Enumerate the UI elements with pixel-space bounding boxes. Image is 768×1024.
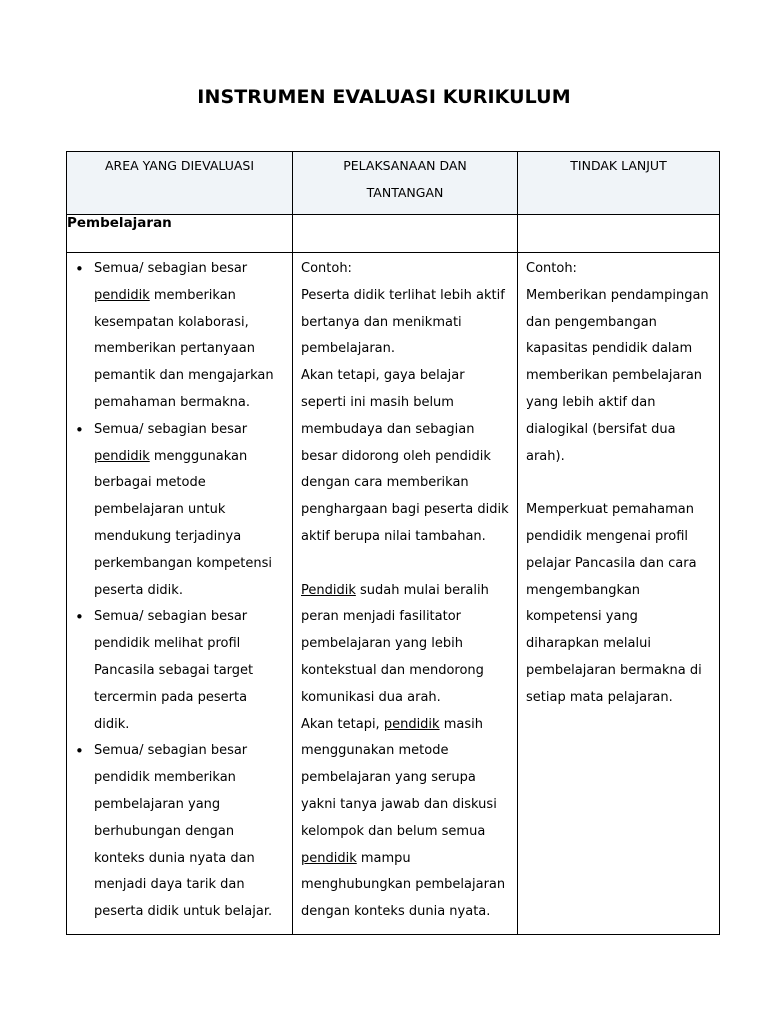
header-tindak-lanjut: TINDAK LANJUT	[518, 152, 720, 215]
tindak-lanjut-cell	[518, 253, 720, 935]
header-pelaksanaan: PELAKSANAAN DAN TANTANGAN	[293, 152, 518, 215]
area-list-item: • Semua/ sebagian besar pendidik memberikan kesempatan kolaborasi, memberikan pertanyaan pemantik dan mengajarkan pemahaman bermakna.	[75, 256, 284, 417]
area-list-item: • Semua/ sebagian besar pendidik memberikan pembelajaran yang berhubungan dengan konteks dunia nyata dan menjadi daya tarik dan peserta didik untuk belajar.	[75, 738, 284, 926]
area-list	[75, 256, 284, 926]
pelaksanaan-label: Contoh:	[301, 261, 352, 276]
area-list-item: • Semua/ sebagian besar pendidik menggunakan berbagai metode pembelajaran untuk mendukung terjadinya perkembangan kompetensi peserta didik.	[75, 417, 284, 605]
tindak-lanjut-paragraph: Memperkuat pemahaman pendidik mengenai profil pelajar Pancasila dan cara mengembangkan kompetensi yang diharapkan melalui pembelajaran bermakna di setiap mata pelajaran.	[526, 502, 702, 705]
section-row	[67, 215, 720, 253]
pelaksanaan-cell	[293, 253, 518, 935]
header-row	[67, 152, 720, 215]
tindak-lanjut-paragraph: Memberikan pendampingan dan pengembangan kapasitas pendidik dalam memberikan pembelajaran yang lebih aktif dan dialogikal (bersifat dua arah).	[526, 287, 709, 464]
pendidik-link: Pendidik	[301, 582, 356, 598]
pendidik-link: pendidik	[383, 716, 440, 732]
header-area: AREA YANG DIEVALUASI	[67, 152, 293, 215]
area-cell	[67, 253, 293, 935]
section-empty-cell	[293, 215, 518, 253]
pendidik-link: pendidik	[301, 850, 357, 866]
tindak-lanjut-label: Contoh:	[526, 261, 577, 276]
pelaksanaan-paragraph: Pendidik sudah mulai beralih peran menjadi fasilitator pembelajaran yang lebih kontekstual dan mendorong komunikasi dua arah.	[301, 582, 489, 705]
section-label: Pembelajaran	[67, 215, 293, 253]
pendidik-link: pendidik	[94, 448, 150, 464]
pelaksanaan-paragraph: Akan tetapi, gaya belajar seperti ini masih belum membudaya dan sebagian besar didorong oleh pendidik dengan cara memberikan penghargaan bagi peserta didik aktif berupa nilai tambahan.	[301, 368, 509, 544]
document-title: INSTRUMEN EVALUASI KURIKULUM	[197, 86, 571, 108]
pelaksanaan-paragraph: Akan tetapi, pendidik masih menggunakan metode pembelajaran yang serupa yakni tanya jawab dan diskusi kelompok dan belum semua pendidik mampu menghubungkan pembelajaran dengan konteks dunia nyata.	[301, 716, 506, 920]
content-row	[67, 253, 720, 935]
evaluation-table	[66, 151, 720, 935]
pendidik-link: pendidik	[94, 287, 150, 303]
pelaksanaan-paragraph: Peserta didik terlihat lebih aktif bertanya dan menikmati pembelajaran.	[301, 287, 505, 357]
section-empty-cell	[518, 215, 720, 253]
area-list-item: • Semua/ sebagian besar pendidik melihat profil Pancasila sebagai target tercermin pada peserta didik.	[75, 604, 284, 738]
